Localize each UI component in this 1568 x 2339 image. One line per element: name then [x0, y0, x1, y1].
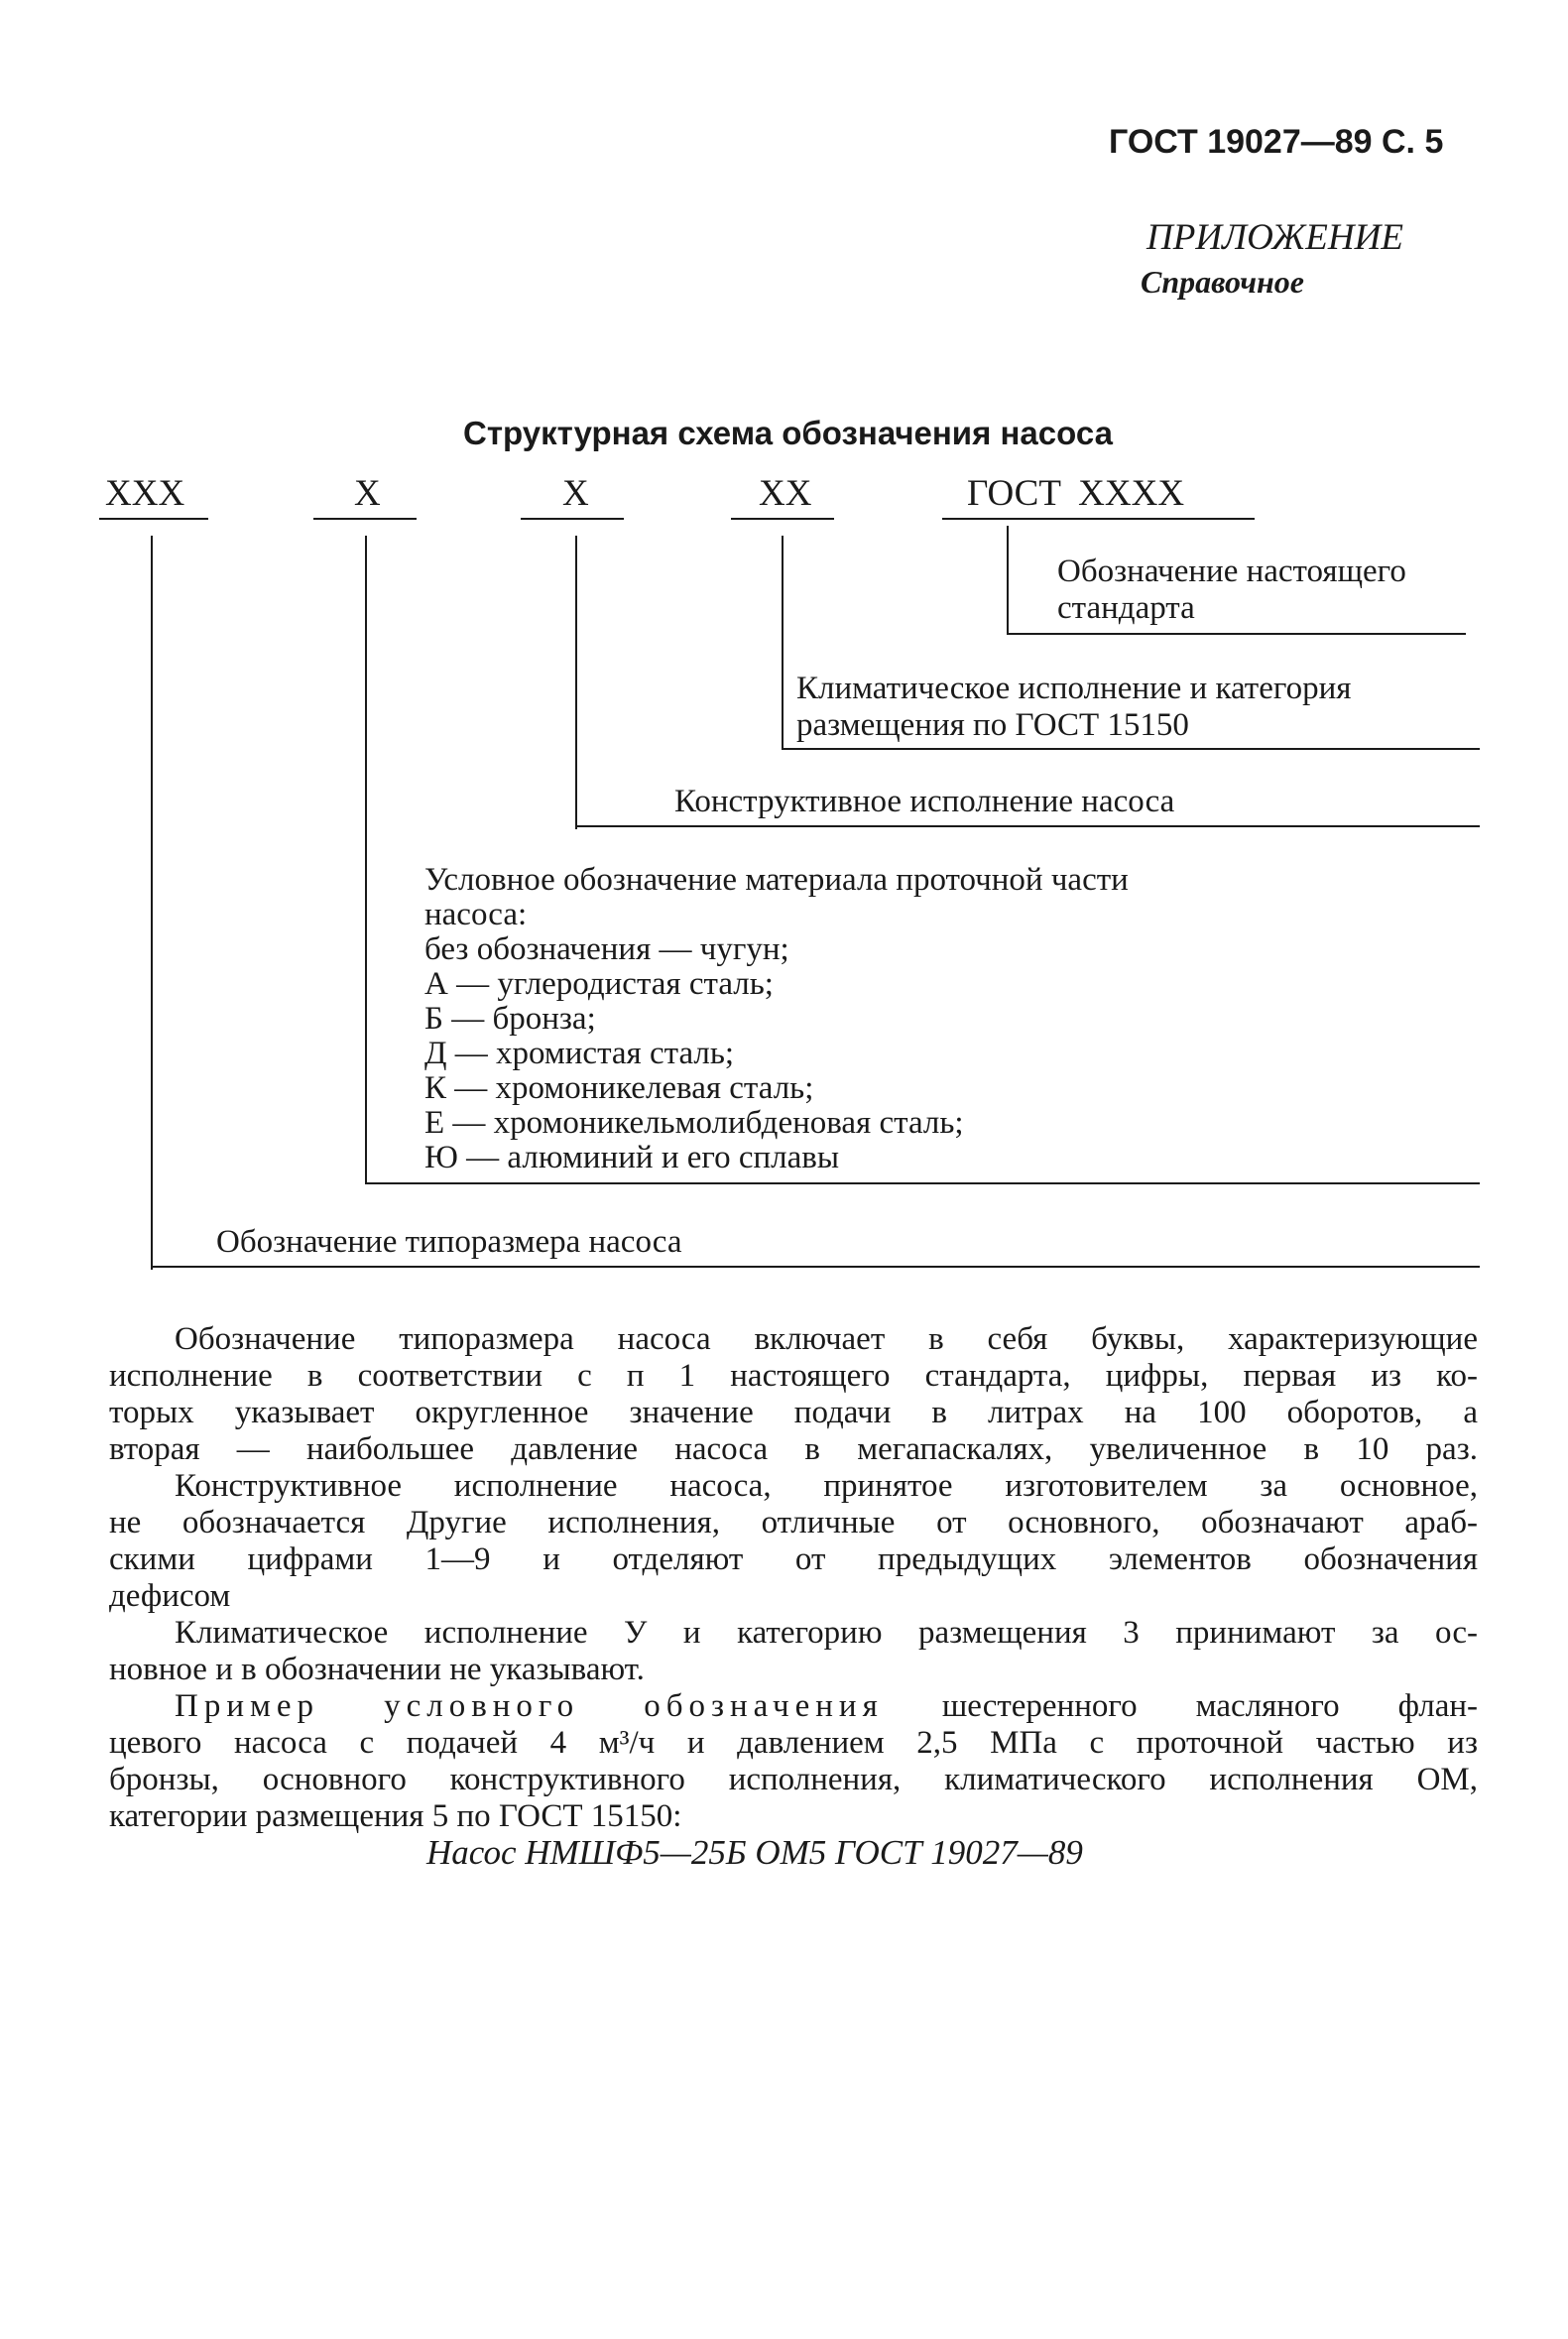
code-climate: ХХ	[759, 473, 812, 514]
code-underline	[313, 518, 417, 520]
material-line: без обозначения — чугун;	[424, 931, 789, 967]
material-line: насоса:	[424, 897, 528, 932]
example-designation: Насос НМШФ5—25Б ОМ5 ГОСТ 19027—89	[426, 1833, 1083, 1872]
material-line: Е — хромоникельмолибденовая сталь;	[424, 1105, 964, 1141]
label-underline	[365, 1182, 1480, 1184]
material-line: Б — бронза;	[424, 1001, 596, 1037]
label-line: стандарта	[1057, 590, 1195, 626]
text-line: цевого насоса с подачей 4 м³/ч и давлением 2,5 МПа с проточной частью из	[109, 1725, 1478, 1761]
paragraph-size-designation	[109, 1321, 1478, 1468]
text-line: Конструктивное исполнение насоса, принятое изготовителем за основное,	[175, 1468, 1478, 1504]
connector-standard	[1007, 526, 1009, 633]
code-standard: ГОСТ ХХХХ	[967, 473, 1185, 514]
code-underline	[99, 518, 208, 520]
text-line: Обозначение типоразмера насоса включает в себя буквы, характеризующие	[175, 1321, 1478, 1357]
page-header: ГОСТ 19027—89 С. 5	[1109, 123, 1444, 161]
label-climate	[796, 671, 1351, 744]
label-standard	[1057, 554, 1406, 627]
example-lead: Пример условного обозначения	[175, 1688, 884, 1724]
text-line: скими цифрами 1—9 и отделяют от предыдущих элементов обозначения	[109, 1541, 1478, 1577]
connector-climate	[782, 536, 784, 748]
appendix-title: ПРИЛОЖЕНИЕ	[1146, 217, 1403, 258]
connector-pump-size	[151, 536, 153, 1270]
code-underline	[731, 518, 834, 520]
material-line: К — хромоникелевая сталь;	[424, 1070, 814, 1106]
label-underline	[1007, 633, 1466, 635]
text-line: торых указывает округленное значение подачи в литрах на 100 оборотов, а	[109, 1395, 1478, 1430]
connector-material	[365, 536, 367, 1184]
text-line: вторая — наибольшее давление насоса в мегапаскалях, увеличенное в 10 раз.	[109, 1431, 1478, 1467]
text-line	[109, 1688, 1478, 1725]
label-material	[424, 863, 1129, 1175]
connector-design	[575, 536, 577, 829]
code-underline	[942, 518, 1255, 520]
label-line: Климатическое исполнение и категория	[796, 671, 1352, 706]
code-underline	[521, 518, 624, 520]
code-design: Х	[562, 473, 589, 514]
material-line: Условное обозначение материала проточной части	[424, 862, 1129, 898]
text-line: категории размещения 5 по ГОСТ 15150:	[109, 1798, 682, 1834]
text-line: не обозначается Другие исполнения, отличные от основного, обозначают араб-	[109, 1505, 1478, 1540]
appendix-subtitle: Справочное	[1141, 264, 1304, 300]
code-material: Х	[354, 473, 381, 514]
code-pump-size: ХХХ	[105, 473, 185, 514]
text-line: Климатическое исполнение У и категорию размещения 3 принимают за ос-	[175, 1615, 1478, 1651]
paragraph-design-version	[109, 1468, 1478, 1615]
label-design: Конструктивное исполнение насоса	[674, 784, 1175, 819]
paragraph-climate	[109, 1615, 1478, 1688]
text-line: новное и в обозначении не указывают.	[109, 1652, 645, 1687]
label-line: Обозначение настоящего	[1057, 554, 1406, 589]
material-line: Д — хромистая сталь;	[424, 1036, 735, 1071]
text-line: бронзы, основного конструктивного исполнения, климатического исполнения ОМ,	[109, 1762, 1478, 1797]
material-line: Ю — алюминий и его сплавы	[424, 1140, 840, 1175]
material-line: А — углеродистая сталь;	[424, 966, 774, 1002]
paragraph-example	[109, 1688, 1478, 1835]
label-underline	[151, 1266, 1480, 1268]
label-line: размещения по ГОСТ 15150	[796, 707, 1189, 743]
example-lead-rest: шестеренного масляного флан-	[941, 1688, 1479, 1724]
text-line: дефисом	[109, 1578, 231, 1614]
label-underline	[575, 825, 1480, 827]
label-underline	[782, 748, 1480, 750]
label-size: Обозначение типоразмера насоса	[216, 1224, 682, 1260]
text-line: исполнение в соответствии с п 1 настоящего стандарта, цифры, первая из ко-	[109, 1358, 1478, 1394]
scheme-title: Структурная схема обозначения насоса	[463, 415, 1113, 451]
